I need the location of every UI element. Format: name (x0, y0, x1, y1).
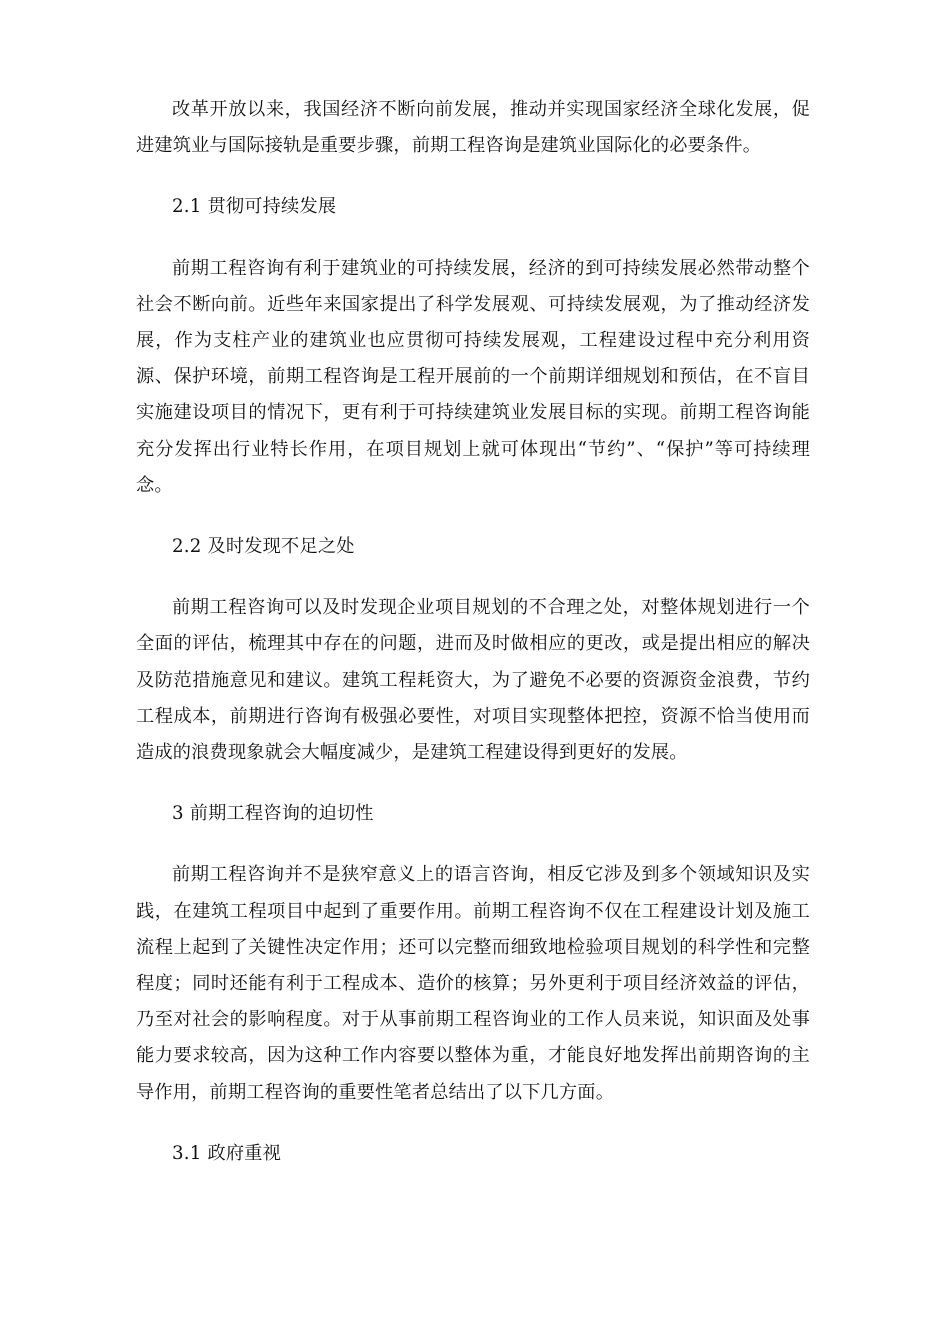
section-heading-2-1: 2.1 贯彻可持续发展 (172, 196, 337, 218)
section-heading-3-1: 3.1 政府重视 (172, 1142, 282, 1164)
section-heading-3: 3 前期工程咨询的迫切性 (172, 803, 374, 825)
document-body (136, 92, 810, 1172)
section-heading-2-2: 2.2 及时发现不足之处 (172, 536, 355, 558)
paragraph-intro: 改革开放以来，我国经济不断向前发展，推动并实现国家经济全球化发展，促进建筑业与国际接轨是重要步骤，前期工程咨询是建筑业国际化的必要条件。 (136, 99, 810, 157)
paragraph-urgency: 前期工程咨询并不是狭窄意义上的语言咨询，相反它涉及到多个领域知识及实践，在建筑工程项目中起到了重要作用。前期工程咨询不仅在工程建设计划及施工流程上起到了关键性决定作用；还可以完整而细致地检验项目规划的科学性和完整程度；同时还能有利于工程成本、造价的核算；另外更利于项目经济效益的评估，乃至对社会的影响程度。对于从事前期工程咨询业的工作人员来说，知识面及处事能力要求较高，因为这种工作内容要以整体为重，才能良好地发挥出前期咨询的主导作用，前期工程咨询的重要性笔者总结出了以下几方面。 (136, 864, 810, 1103)
paragraph-sustainable-development: 前期工程咨询有利于建筑业的可持续发展，经济的到可持续发展必然带动整个社会不断向前。近些年来国家提出了科学发展观、可持续发展观，为了推动经济发展，作为支柱产业的建筑业也应贯彻可持续发展观，工程建设过程中充分利用资源、保护环境，前期工程咨询是工程开展前的一个前期详细规划和预估，在不盲目实施建设项目的情况下，更有利于可持续建筑业发展目标的实现。前期工程咨询能充分发挥出行业特长作用，在项目规划上就可体现出“节约”、“保护”等可持续理念。 (136, 257, 810, 496)
paragraph-find-shortcomings: 前期工程咨询可以及时发现企业项目规划的不合理之处，对整体规划进行一个全面的评估，梳理其中存在的问题，进而及时做相应的更改，或是提出相应的解决及防范措施意见和建议。建筑工程耗资大，为了避免不必要的资源资金浪费，节约工程成本，前期进行咨询有极强必要性，对项目实现整体把控，资源不恰当使用而造成的浪费现象就会大幅度减少，是建筑工程建设得到更好的发展。 (136, 597, 810, 764)
